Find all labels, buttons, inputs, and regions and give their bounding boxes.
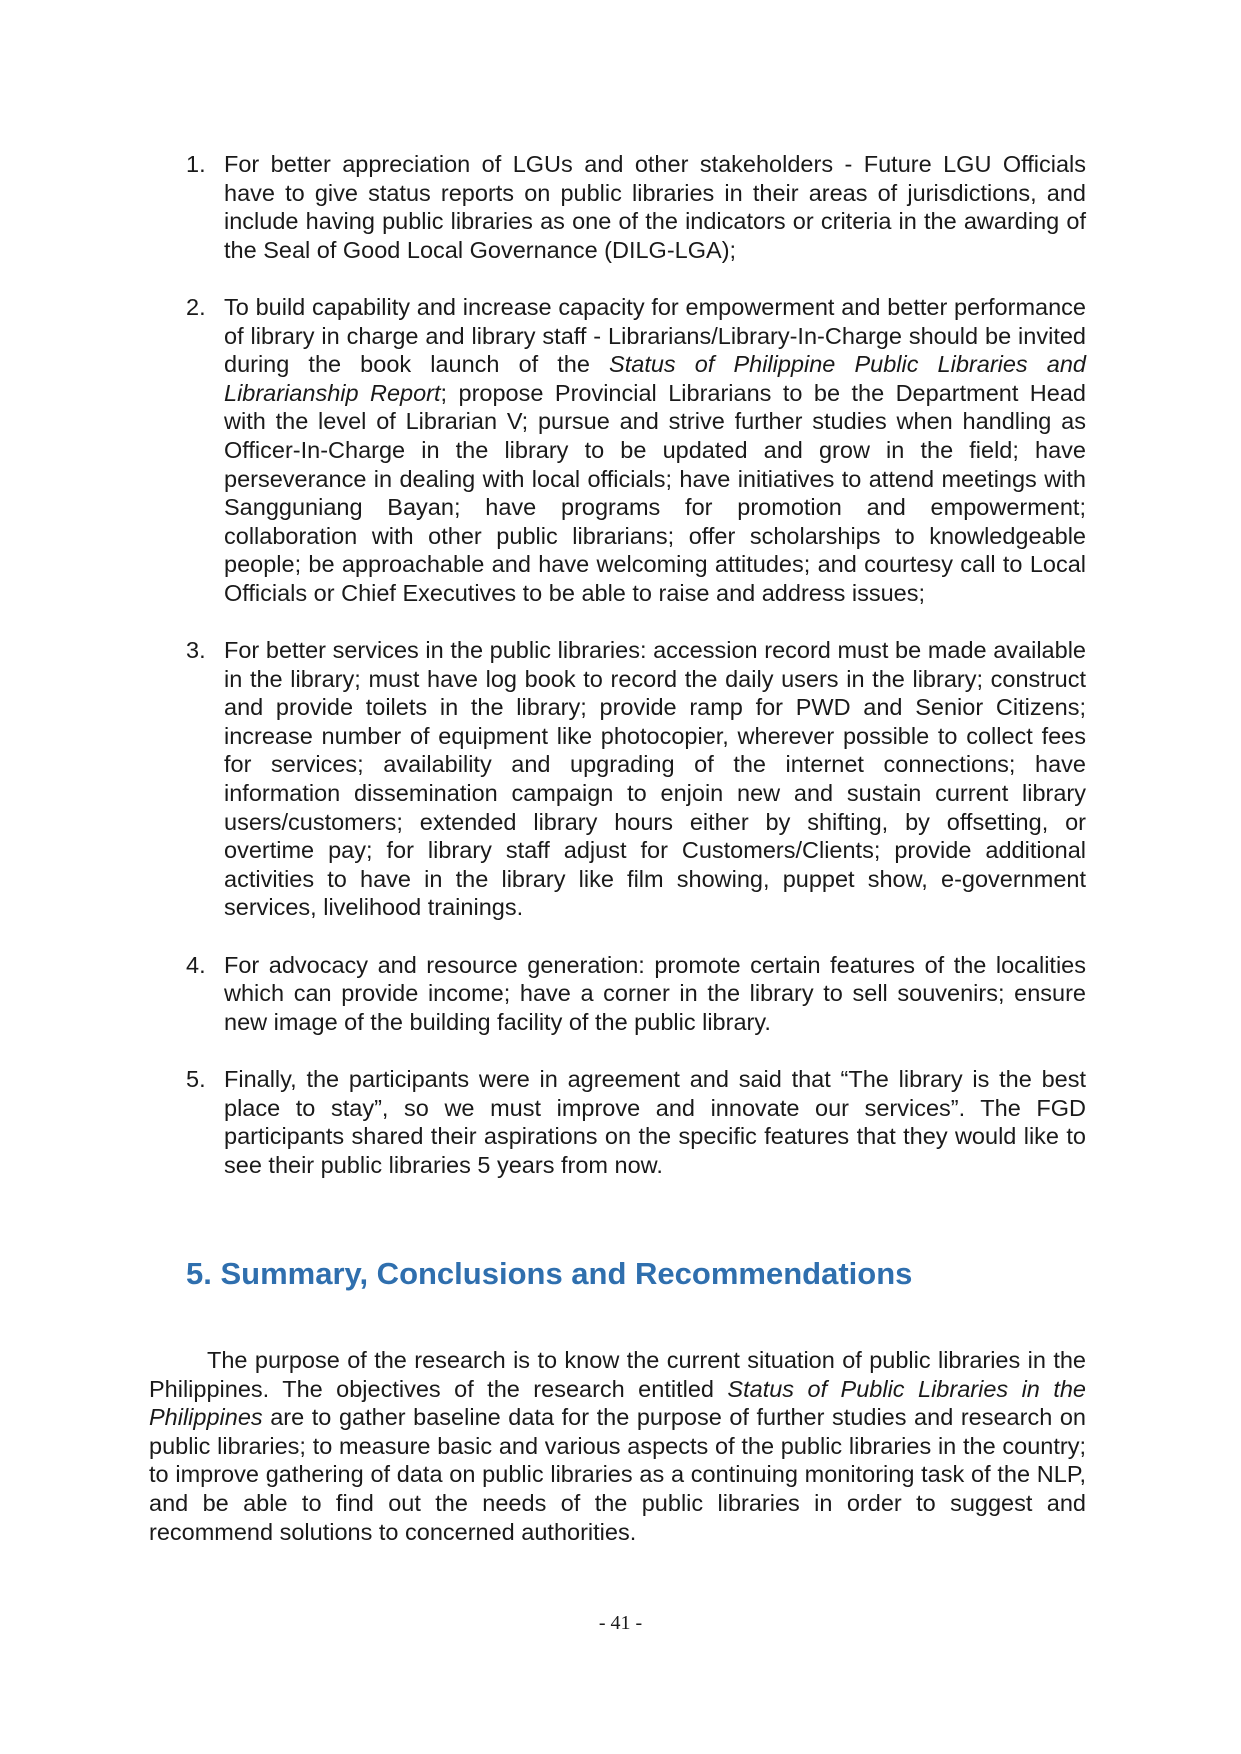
list-item-text-part: To build capability and increase capacity for empowerment and better performance of library in charge and library staff - Librarians/Library-In-Charge should be invited during the book launch of the — [224, 293, 1086, 378]
list-item-text — [224, 293, 1086, 608]
list-item-text: Finally, the participants were in agreement and said that “The library is the best place to stay”, so we must improve and innovate our services”. The FGD participants shared their aspirations on the specific features that they would like to see their public libraries 5 years from now. — [224, 1066, 1086, 1178]
paragraph-text-part: The purpose of the research is to know the current situation of public libraries in the Philippines. The objectives of the research entitled — [149, 1347, 1086, 1402]
list-item-text: For advocacy and resource generation: promote certain features of the localities which can provide income; have a corner in the library to sell souvenirs; ensure new image of the building facility of the public library. — [224, 951, 1086, 1035]
paragraph-text-part: are to gather baseline data for the purpose of further studies and research on public libraries; to measure basic and various aspects of the public libraries in the country; to improve gathering of data on public libraries as a continuing monitoring task of the NLP, and be able to find out the needs of the public libraries in order to suggest and recommend solutions to concerned authorities. — [149, 1404, 1086, 1545]
list-item-number: 1. — [186, 151, 206, 177]
report-title-italic: Status of Philippine Public Libraries and Librarianship Report — [224, 351, 1086, 406]
list-item-number: 3. — [186, 637, 206, 664]
list-item-number: 4. — [186, 951, 206, 978]
page-number: - 41 - — [598, 1612, 643, 1634]
list-item — [186, 1065, 1086, 1179]
research-title-italic: Status of Public Libraries in the Philippines — [149, 1375, 1087, 1431]
list-item-number: 5. — [186, 1066, 206, 1092]
list-item-text: For better services in the public libraries: accession record must be made available in the library; must have log book to record the daily users in the library; construct and provide toilets in the library; provide ramp for PWD and Senior Citizens; increase number of equipment like photocopier, wherever possible to collect fees for services; availability and upgrading of the internet connections; have information dissemination campaign to enjoin new and sustain current library users/customers; extended library hours either by shifting, by offsetting, or overtime pay; for library staff adjust for Customers/Clients; provide additional activities to have in the library like film showing, puppet show, e-government services, livelihood trainings. — [224, 637, 1086, 921]
section-heading: 5. Summary, Conclusions and Recommendations — [186, 1256, 913, 1291]
recommendations-list — [186, 150, 1086, 1208]
list-item-text: For better appreciation of LGUs and other stakeholders - Future LGU Officials have to give status reports on public libraries in their areas of jurisdictions, and include having public libraries as one of the indicators or criteria in the awarding of the Seal of Good Local Governance (DILG-LGA); — [224, 151, 1086, 263]
list-item-number: 2. — [186, 293, 206, 320]
list-item-text-part: ; propose Provincial Librarians to be the Department Head with the level of Librarian V; pursue and strive further studies when handling as Officer-In-Charge in the library to be updated and grow in the field; have perseverance in dealing with local officials; have initiatives to attend meetings with Sangguniang Bayan; have programs for promotion and empowerment; collaboration with other public librarians; offer scholarships to knowledgeable people; be approachable and have welcoming attitudes; and courtesy call to Local Officials or Chief Executives to be able to raise and address issues; — [224, 379, 1086, 606]
list-item — [186, 951, 1086, 1037]
list-item — [186, 293, 1086, 608]
summary-paragraph — [149, 1346, 1086, 1546]
list-item — [186, 150, 1086, 264]
list-item — [186, 636, 1086, 922]
